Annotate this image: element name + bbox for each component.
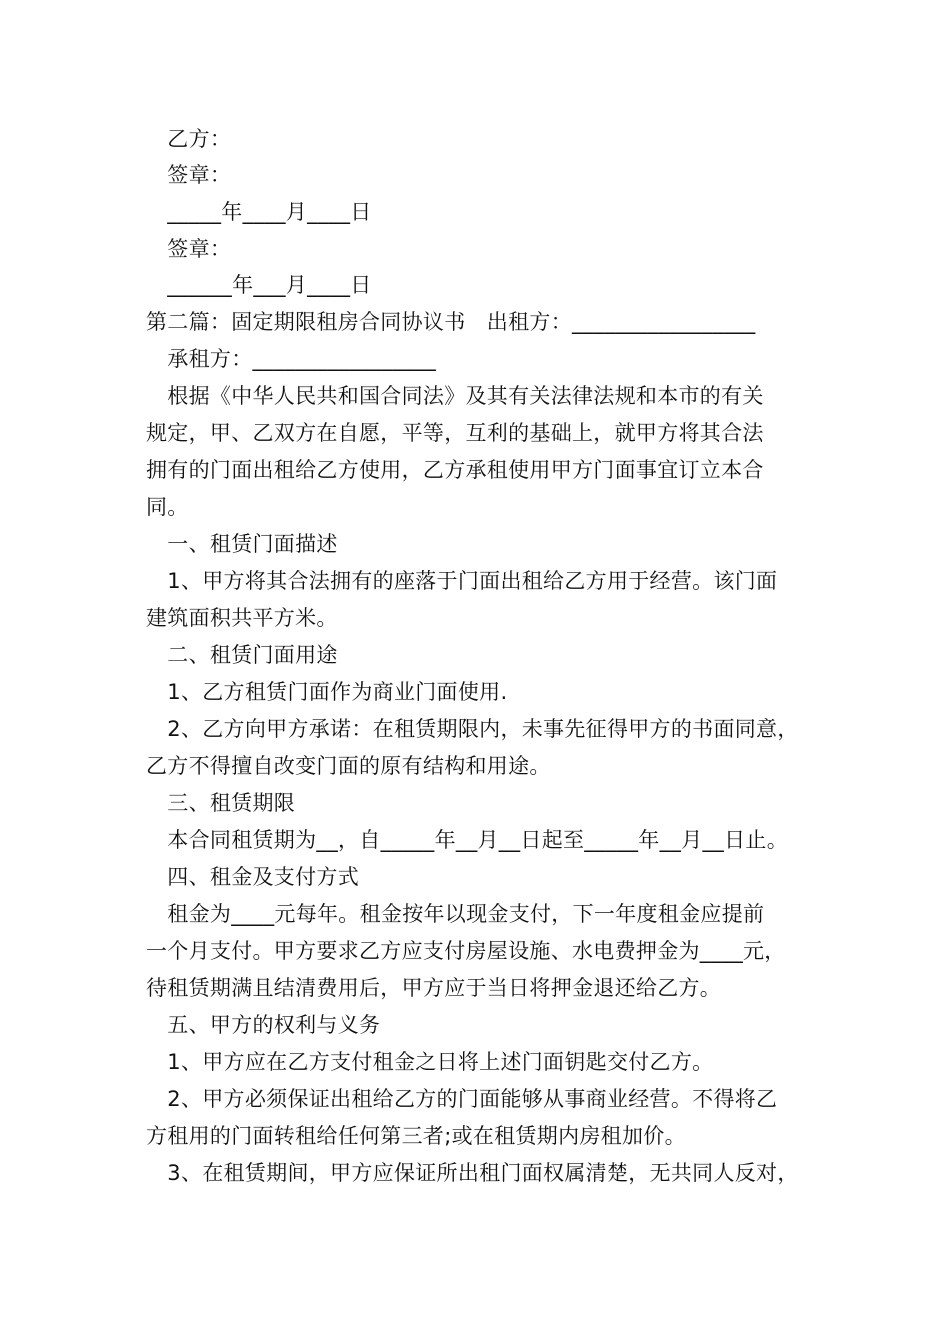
paragraph-line: 本合同租赁期为__，自_____年__月__日起至_____年__月__日止。 bbox=[146, 828, 788, 852]
section-title: 第二篇：固定期限租房合同协议书 出租方：_________________ bbox=[146, 310, 756, 334]
date-blank-line: _____年____月____日 bbox=[146, 200, 372, 224]
paragraph-line: 根据《中华人民共和国合同法》及其有关法律法规和本市的有关 bbox=[146, 384, 764, 408]
signature-label: 签章： bbox=[146, 163, 232, 187]
paragraph-line: 一个月支付。甲方要求乙方应支付房屋设施、水电费押金为____元， bbox=[146, 939, 786, 963]
date-blank-line: ______年___月____日 bbox=[146, 273, 372, 297]
clause-heading: 二、租赁门面用途 bbox=[146, 643, 338, 667]
paragraph-line: 3、在租赁期间，甲方应保证所出租门面权属清楚，无共同人反对， bbox=[146, 1161, 799, 1185]
signature-label: 签章： bbox=[146, 237, 232, 261]
clause-heading: 一、租赁门面描述 bbox=[146, 532, 338, 556]
paragraph-line: 建筑面积共平方米。 bbox=[146, 606, 338, 630]
clause-heading: 三、租赁期限 bbox=[146, 791, 296, 815]
paragraph-line: 同。 bbox=[146, 495, 189, 519]
paragraph-line: 1、甲方将其合法拥有的座落于门面出租给乙方用于经营。该门面 bbox=[146, 569, 778, 593]
paragraph-line: 拥有的门面出租给乙方使用，乙方承租使用甲方门面事宜订立本合 bbox=[146, 458, 764, 482]
paragraph-line: 方租用的门面转租给任何第三者;或在租赁期内房租加价。 bbox=[146, 1124, 686, 1148]
paragraph-line: 乙方不得擅自改变门面的原有结构和用途。 bbox=[146, 754, 551, 778]
paragraph-line: 2、甲方必须保证出租给乙方的门面能够从事商业经营。不得将乙 bbox=[146, 1087, 778, 1111]
clause-heading: 四、租金及支付方式 bbox=[146, 865, 359, 889]
tenant-line: 承租方：_________________ bbox=[146, 347, 437, 371]
paragraph-line: 规定，甲、乙双方在自愿，平等，互利的基础上，就甲方将其合法 bbox=[146, 421, 764, 445]
party-b-label: 乙方： bbox=[146, 127, 232, 151]
paragraph-line: 待租赁期满且结清费用后，甲方应于当日将押金退还给乙方。 bbox=[146, 976, 722, 1000]
paragraph-line: 1、乙方租赁门面作为商业门面使用. bbox=[146, 680, 508, 704]
clause-heading: 五、甲方的权利与义务 bbox=[146, 1013, 381, 1037]
paragraph-line: 租金为____元每年。租金按年以现金支付，下一年度租金应提前 bbox=[146, 902, 765, 926]
paragraph-line: 2、乙方向甲方承诺：在租赁期限内，未事先征得甲方的书面同意， bbox=[146, 717, 799, 741]
paragraph-line: 1、甲方应在乙方支付租金之日将上述门面钥匙交付乙方。 bbox=[146, 1050, 714, 1074]
